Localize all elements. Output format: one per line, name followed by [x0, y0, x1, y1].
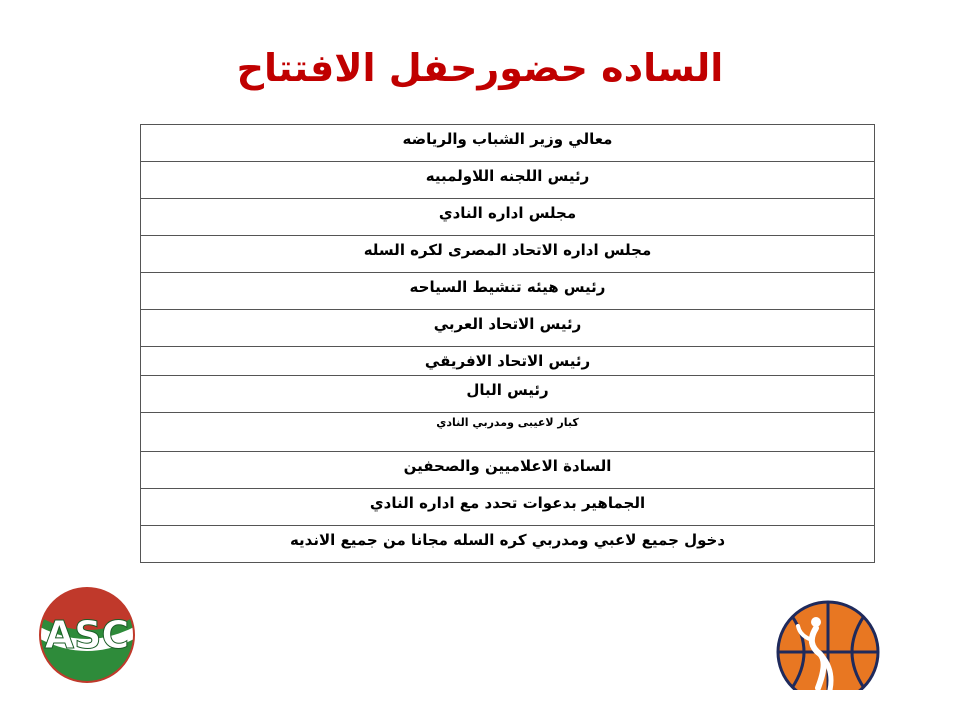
asc-club-logo-icon [38, 586, 136, 684]
table-cell: كبار لاعيبى ومدربي النادي [141, 413, 875, 452]
table-cell: معالي وزير الشباب والرياضه [141, 125, 875, 162]
table-cell: رئيس هيئه تنشيط السياحه [141, 273, 875, 310]
table-cell: مجلس اداره النادي [141, 199, 875, 236]
table-row [141, 236, 875, 273]
table-cell: رئيس البال [141, 376, 875, 413]
table-row [141, 310, 875, 347]
table-row [141, 526, 875, 563]
table-cell: رئيس الاتحاد العربي [141, 310, 875, 347]
table-row [141, 273, 875, 310]
guest-table [140, 124, 875, 563]
table-cell: السادة الاعلاميين والصحفين [141, 452, 875, 489]
table-cell: الجماهير بدعوات تحدد مع اداره النادي [141, 489, 875, 526]
table-row [141, 125, 875, 162]
table-cell: مجلس اداره الاتحاد المصرى لكره السله [141, 236, 875, 273]
table-cell: رئيس الاتحاد الافريقي [141, 347, 875, 376]
asc-logo-text: ASC [44, 613, 130, 657]
table-row [141, 199, 875, 236]
table-row [141, 489, 875, 526]
table-row [141, 376, 875, 413]
slide-title: الساده حضورحفل الافتتاح [236, 46, 724, 90]
table-row [141, 413, 875, 452]
table-row [141, 347, 875, 376]
table-row [141, 452, 875, 489]
table-cell: دخول جميع لاعبي ومدربي كره السله مجانا من جميع الانديه [141, 526, 875, 563]
basketball-player-logo-icon [776, 600, 880, 692]
table-cell: رئيس اللجنه اللاولمبيه [141, 162, 875, 199]
table-row [141, 162, 875, 199]
